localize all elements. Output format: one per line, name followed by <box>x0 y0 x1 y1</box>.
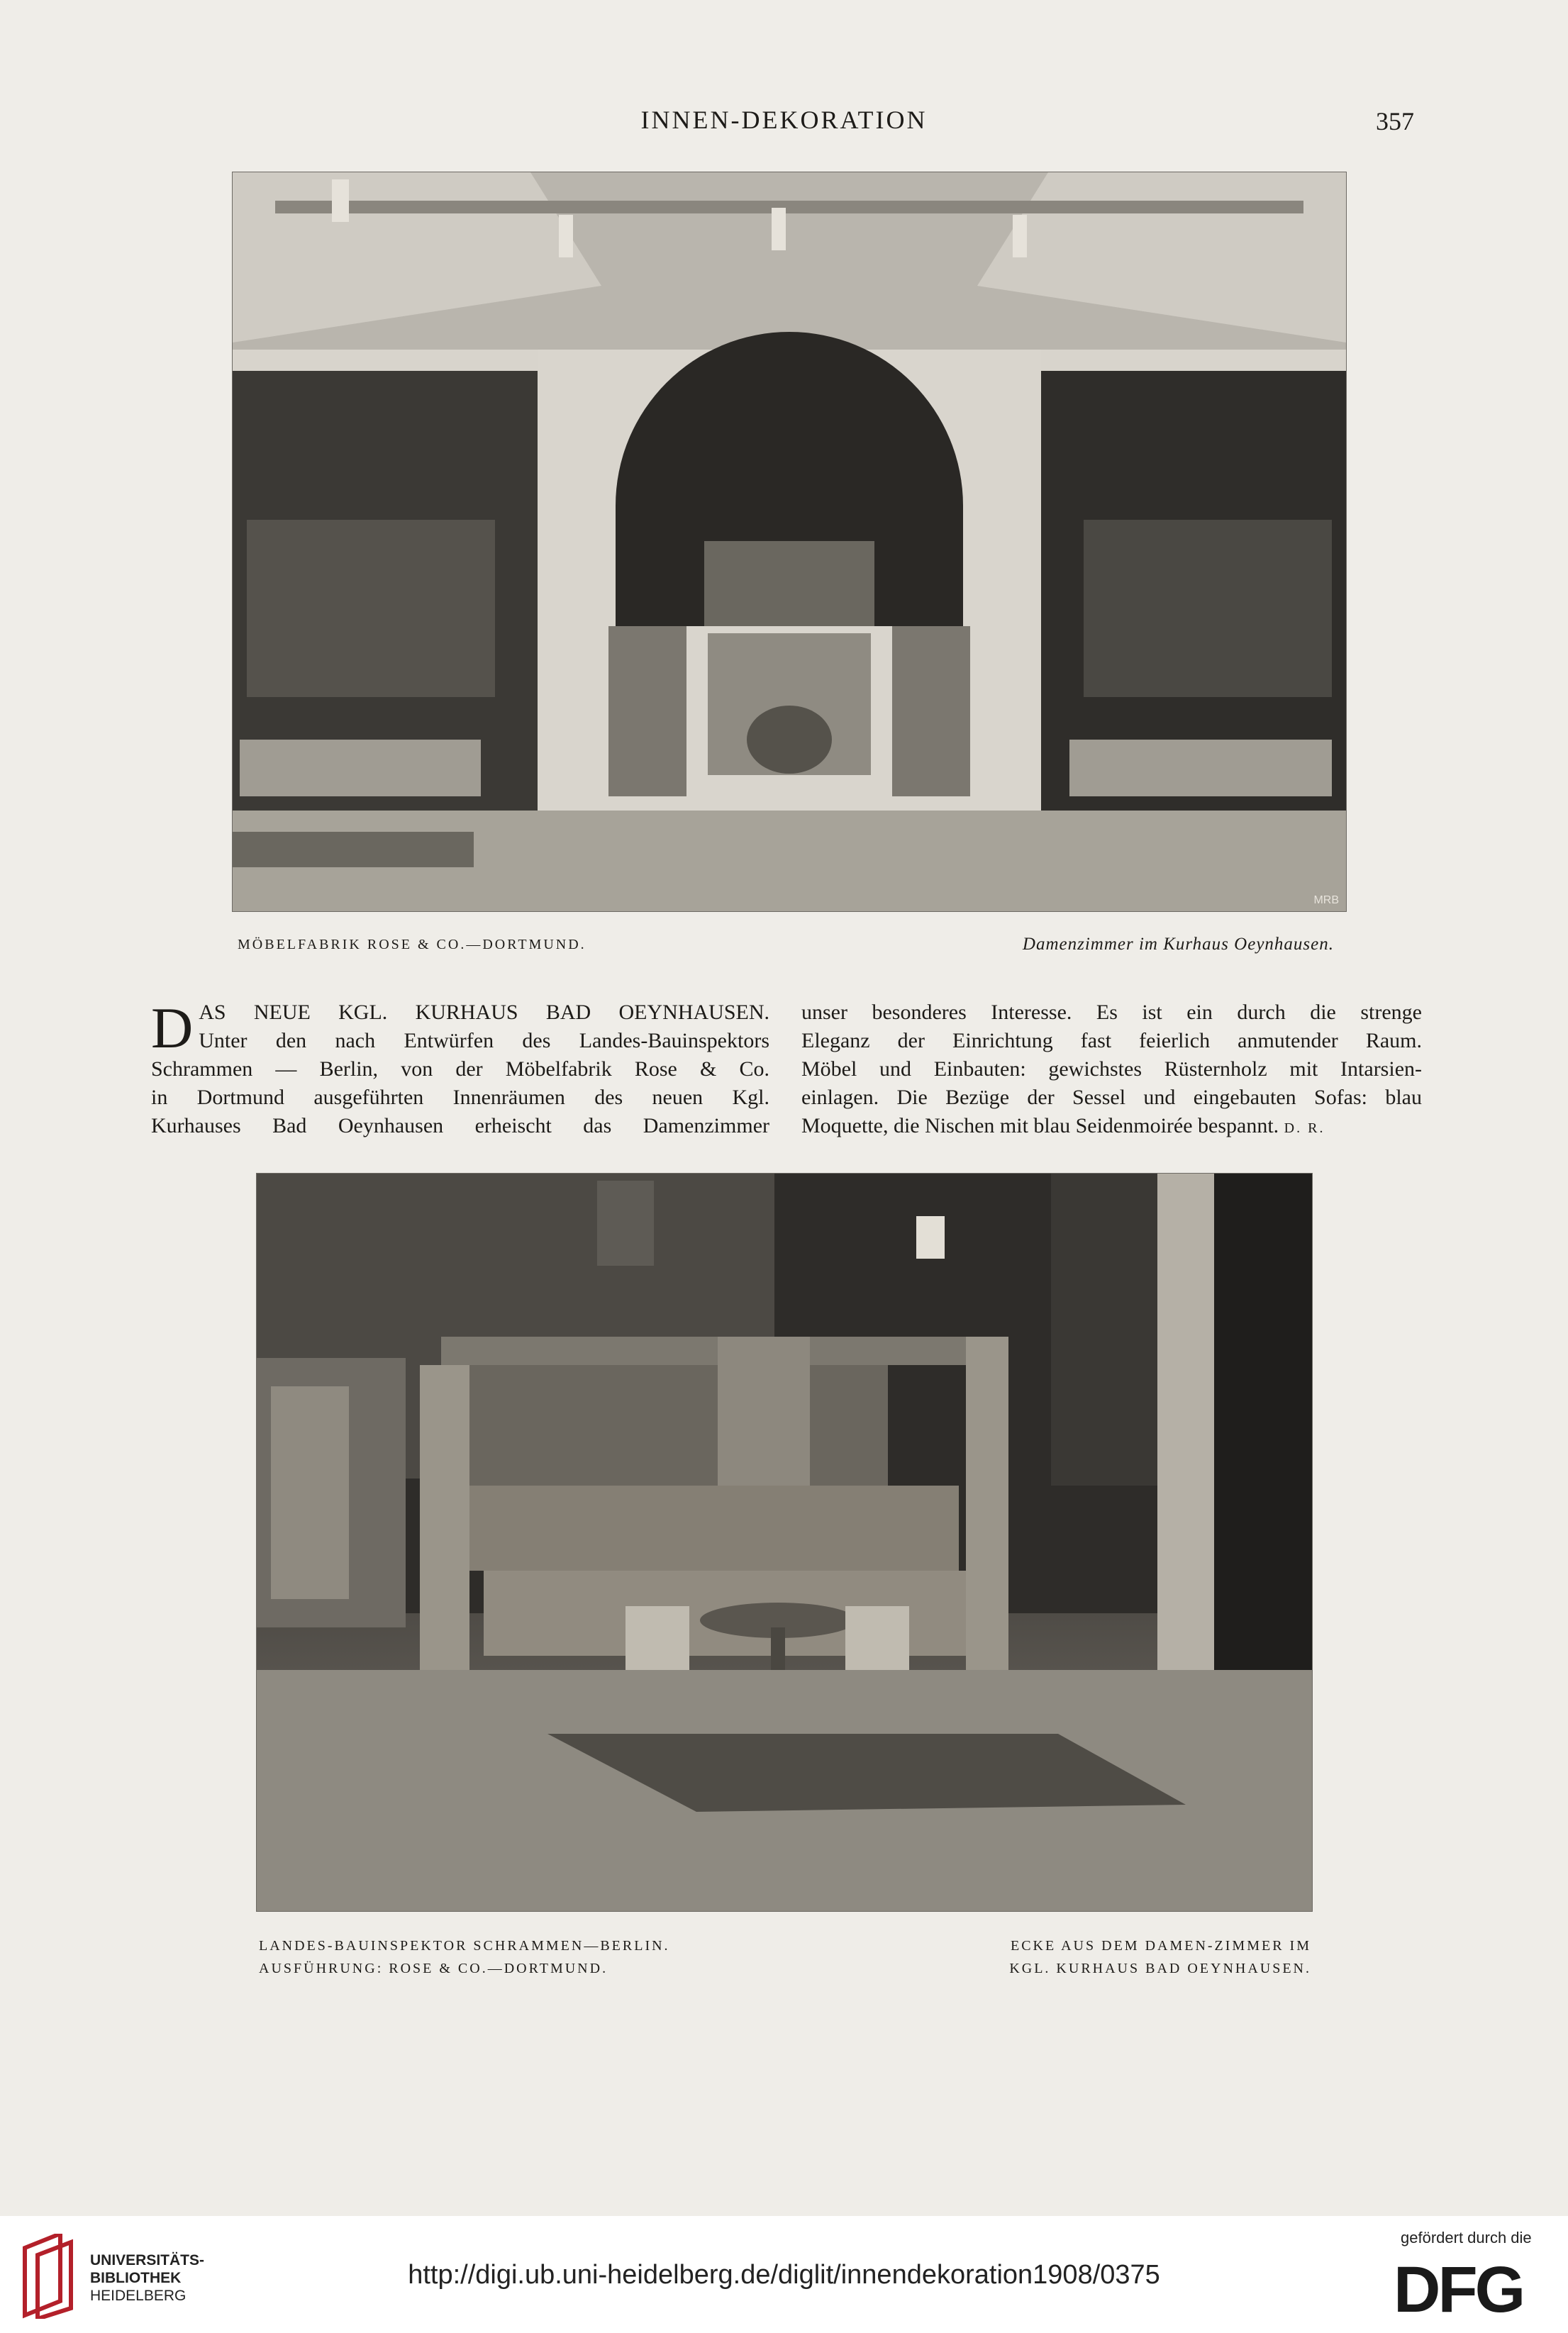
footer-bar <box>0 2216 1568 2333</box>
dfg-logo: DFG <box>1394 2254 1523 2326</box>
photo-damenzimmer-corner <box>257 1174 1312 1911</box>
article-line: in Dortmund ausgeführten Innenräumen des neuen Kgl. <box>151 1086 769 1109</box>
ub-logo-line: BIBLIOTHEK <box>90 2270 182 2286</box>
article-line: Unter den nach Entwürfen des Landes-Bauinspektors <box>199 1029 769 1052</box>
article-line <box>801 1112 1422 1142</box>
article-column-1 <box>151 998 769 1140</box>
ub-logo-line: HEIDELBERG <box>90 2288 187 2304</box>
article-line: Schrammen — Berlin, von der Möbelfabrik Rose & Co. <box>151 1057 769 1081</box>
article-line: Kurhauses Bad Oeynhausen erheischt das Damenzimmer <box>151 1114 769 1137</box>
page-number: 357 <box>1376 107 1414 135</box>
photo-damenzimmer-fireplace <box>233 172 1346 911</box>
article-line: einlagen. Die Bezüge der Sessel und eingebauten Sofas: blau <box>801 1086 1422 1109</box>
article-column-2 <box>801 998 1422 1142</box>
article-line: Möbel und Einbauten: gewichstes Rüsternholz mit Intarsien- <box>801 1057 1422 1081</box>
caption-bottom-right-2: KGL. KURHAUS BAD OEYNHAUSEN. <box>1009 1961 1311 1976</box>
photo-mark: MRB <box>1313 894 1339 906</box>
article-line: unser besonderes Interesse. Es ist ein durch die strenge <box>801 1001 1422 1024</box>
caption-bottom-left-1: LANDES-BAUINSPEKTOR SCHRAMMEN—BERLIN. <box>259 1938 670 1954</box>
caption-bottom-left-2: AUSFÜHRUNG: ROSE & CO.—DORTMUND. <box>259 1961 608 1976</box>
article-line: AS NEUE KGL. KURHAUS BAD OEYNHAUSEN. <box>199 1001 769 1024</box>
sponsor-text: gefördert durch die <box>1401 2229 1532 2246</box>
permalink-url[interactable]: http://digi.ub.uni-heidelberg.de/diglit/innendekoration1908/0375 <box>408 2260 1160 2290</box>
caption-top-left: MÖBELFABRIK ROSE & CO.—DORTMUND. <box>238 937 586 952</box>
caption-bottom-right-1: ECKE AUS DEM DAMEN-ZIMMER IM <box>1011 1938 1311 1954</box>
article-line-text: Moquette, die Nischen mit blau Seidenmoirée bespannt. <box>801 1114 1279 1137</box>
caption-top-right: Damenzimmer im Kurhaus Oeynhausen. <box>1022 935 1334 954</box>
dropcap: D <box>151 996 194 1060</box>
running-header: INNEN-DEKORATION <box>640 106 928 134</box>
author-signature: D. R. <box>1284 1120 1325 1136</box>
ub-logo-line: UNIVERSITÄTS- <box>90 2252 205 2268</box>
article-line: Eleganz der Einrichtung fast feierlich anmutender Raum. <box>801 1029 1422 1052</box>
